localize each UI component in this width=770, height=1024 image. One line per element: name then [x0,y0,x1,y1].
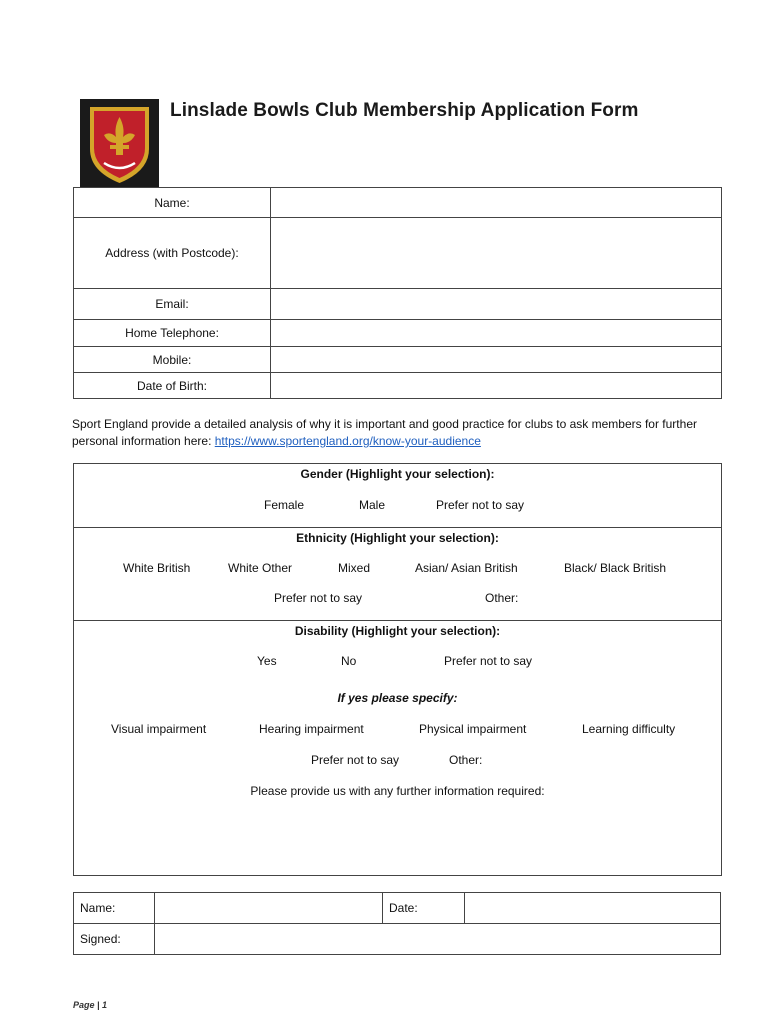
table-row [74,347,722,373]
gender-option-female[interactable]: Female [264,498,305,512]
home-telephone-field[interactable] [271,320,722,347]
disability-heading: Disability (Highlight your selection): [294,624,501,638]
disability-option-no[interactable]: No [341,654,357,668]
ethnicity-option-asian-british[interactable]: Asian/ Asian British [415,561,518,575]
ethnicity-option-mixed[interactable]: Mixed [338,561,371,575]
gender-option-male[interactable]: Male [359,498,386,512]
ethnicity-option-prefer-not[interactable]: Prefer not to say [274,591,363,605]
signature-field[interactable] [155,924,721,955]
disability-option-prefer-not[interactable]: Prefer not to say [444,654,533,668]
disability-type-other[interactable]: Other: [449,753,483,767]
mobile-field[interactable] [271,347,722,373]
disability-type-physical[interactable]: Physical impairment [419,722,527,736]
personal-details-table [73,187,722,399]
email-field[interactable] [271,289,722,320]
ethnicity-section [74,527,721,621]
sport-england-note [72,416,732,450]
address-label: Address (with Postcode): [74,218,271,289]
table-row [74,320,722,347]
name-field[interactable] [271,188,722,218]
sign-date-field[interactable] [465,893,721,924]
sign-name-label: Name: [74,893,155,924]
form-title: Linslade Bowls Club Membership Application Form [170,100,639,121]
intro-text: Sport England provide a detailed analysis of why it is important and good practice for clubs to ask members for further personal information here: [72,417,697,448]
selection-box [73,463,722,876]
name-label: Name: [74,188,271,218]
address-field[interactable] [271,218,722,289]
disability-section [74,620,721,876]
mobile-label: Mobile: [74,347,271,373]
table-row [74,218,722,289]
date-of-birth-field[interactable] [271,373,722,399]
sign-name-field[interactable] [155,893,383,924]
club-logo [80,99,159,187]
disability-type-hearing[interactable]: Hearing impairment [259,722,364,736]
table-row [74,893,721,924]
home-telephone-label: Home Telephone: [74,320,271,347]
disability-type-prefer-not[interactable]: Prefer not to say [311,753,400,767]
disability-type-learning[interactable]: Learning difficulty [582,722,676,736]
table-row [74,289,722,320]
ethnicity-option-black-british[interactable]: Black/ Black British [564,561,667,575]
disability-type-visual[interactable]: Visual impairment [111,722,207,736]
sign-date-label: Date: [383,893,465,924]
email-label: Email: [74,289,271,320]
gender-heading: Gender (Highlight your selection): [300,467,495,481]
table-row [74,373,722,399]
page-number: Page | 1 [73,1000,108,1010]
disability-option-yes[interactable]: Yes [257,654,277,668]
date-of-birth-label: Date of Birth: [74,373,271,399]
further-info-prompt: Please provide us with any further information required: [250,784,545,798]
signature-table [73,892,721,955]
ethnicity-option-white-other[interactable]: White Other [228,561,293,575]
gender-section [74,464,721,527]
sport-england-link[interactable]: https://www.sportengland.org/know-your-audience [214,434,481,448]
ethnicity-option-other[interactable]: Other: [485,591,519,605]
table-row [74,188,722,218]
signed-label: Signed: [74,924,155,955]
gender-option-prefer-not[interactable]: Prefer not to say [436,498,525,512]
ethnicity-heading: Ethnicity (Highlight your selection): [296,531,499,545]
specify-heading: If yes please specify: [337,691,458,705]
table-row [74,924,721,955]
ethnicity-option-white-british[interactable]: White British [123,561,191,575]
